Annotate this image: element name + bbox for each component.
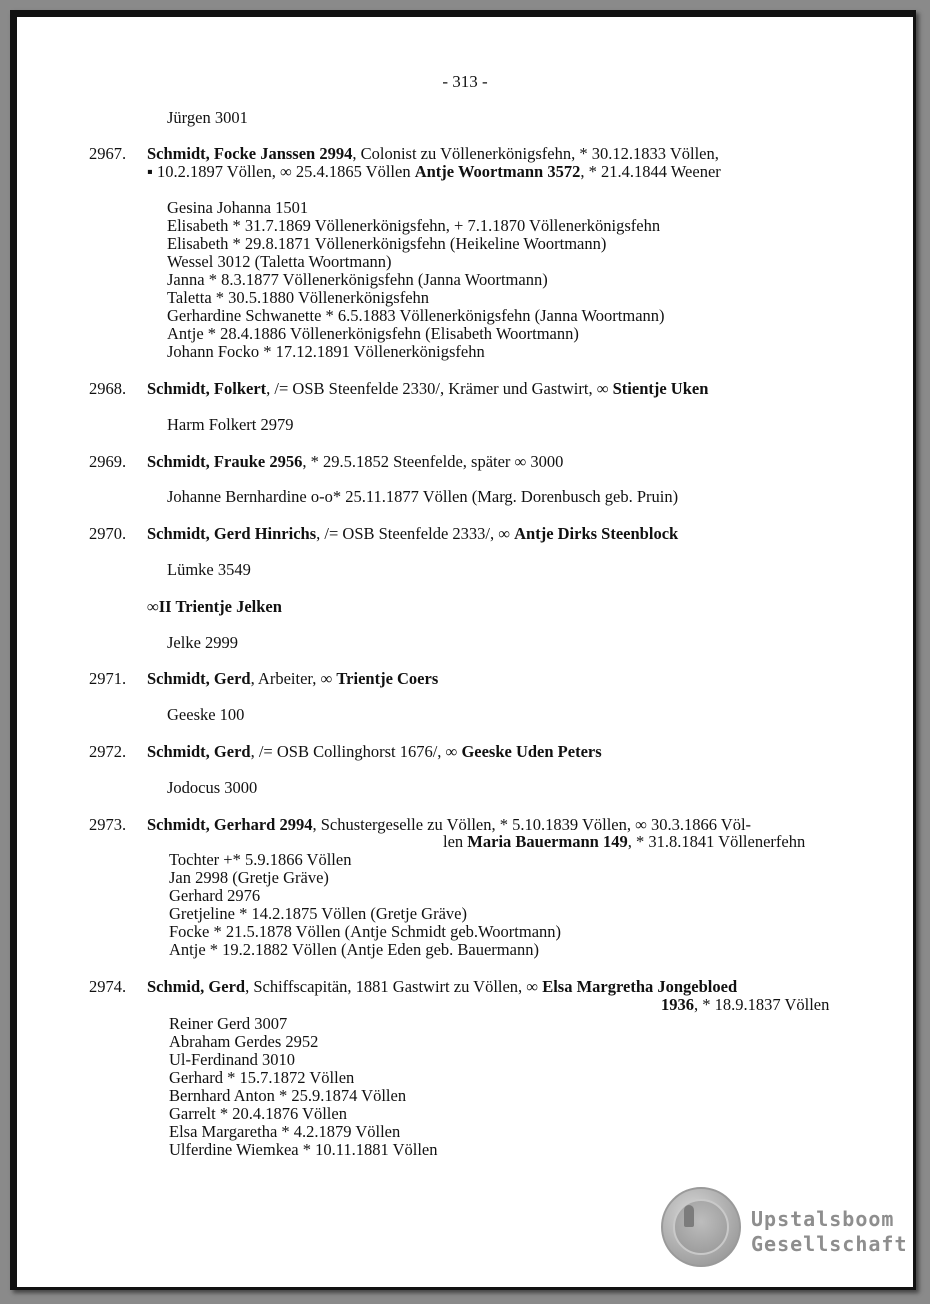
logo-text-line1: Upstalsboom xyxy=(751,1207,895,1231)
list-item: Harm Folkert 2979 xyxy=(167,415,294,434)
person-name: Schmidt, Folkert xyxy=(147,379,267,398)
list-item: Geeske 100 xyxy=(167,705,245,724)
list-item: Abraham Gerdes 2952 xyxy=(169,1032,319,1051)
entry-description: , /= OSB Collinghorst 1676/, ∞ xyxy=(250,742,462,761)
entry-number: 2968. xyxy=(89,379,127,398)
list-item: Jelke 2999 xyxy=(167,633,239,652)
entry-number: 2973. xyxy=(89,815,127,834)
entry-heading-line2 xyxy=(147,163,721,181)
list-item: Wessel 3012 (Taletta Woortmann) xyxy=(167,252,392,271)
entry-number: 2974. xyxy=(89,977,127,996)
entry-description: , Schiffscapitän, 1881 Gastwirt zu Völlen, ∞ xyxy=(245,977,543,996)
list-item: Taletta * 30.5.1880 Völlenerkönigsfehn xyxy=(167,288,430,307)
list-item: Jürgen 3001 xyxy=(167,108,248,127)
entry-number: 2969. xyxy=(89,452,127,471)
person-name: Schmidt, Gerhard 2994 xyxy=(147,815,313,834)
list-item: Gerhard * 15.7.1872 Völlen xyxy=(169,1068,355,1087)
list-item: Gerhardine Schwanette * 6.5.1883 Völlenerkönigsfehn (Janna Woortmann) xyxy=(167,306,665,325)
list-item: Jodocus 3000 xyxy=(167,778,258,797)
entry-number: 2971. xyxy=(89,669,127,688)
person-name: Schmidt, Frauke 2956 xyxy=(147,452,303,471)
list-item: Antje * 19.2.1882 Völlen (Antje Eden geb. Bauermann) xyxy=(169,940,539,959)
person-name: Schmid, Gerd xyxy=(147,977,246,996)
seal-inner xyxy=(673,1199,729,1255)
list-item: Gretjeline * 14.2.1875 Völlen (Gretje Gräve) xyxy=(169,904,467,923)
list-item: Jan 2998 (Gretje Gräve) xyxy=(169,868,329,887)
entry-description: , /= OSB Steenfelde 2333/, ∞ xyxy=(316,524,515,543)
entry-description: , Arbeiter, ∞ xyxy=(250,669,337,688)
entry-description: , Colonist zu Völlenerkönigsfehn, * 30.12.1833 Völlen, xyxy=(352,144,719,163)
list-item: Johann Focko * 17.12.1891 Völlenerkönigsfehn xyxy=(167,342,485,361)
entry-heading xyxy=(147,743,602,761)
entry-heading xyxy=(147,670,438,688)
person-name: Schmidt, Gerd Hinrichs xyxy=(147,524,317,543)
list-item: Elsa Margaretha * 4.2.1879 Völlen xyxy=(169,1122,401,1141)
list-item: Focke * 21.5.1878 Völlen (Antje Schmidt geb.Woortmann) xyxy=(169,922,562,941)
entry-heading xyxy=(147,380,708,398)
spouse-name: Elsa Margretha Jongebloed xyxy=(542,977,738,996)
marriage-symbol: ∞II xyxy=(147,597,176,616)
list-item: Tochter +* 5.9.1866 Völlen xyxy=(169,850,352,869)
entry-description: ▪ 10.2.1897 Völlen, ∞ 25.4.1865 Völlen xyxy=(147,162,415,181)
spouse-name: Antje Dirks Steenblock xyxy=(514,524,679,543)
entry-number: 2972. xyxy=(89,742,127,761)
person-name: Schmidt, Gerd xyxy=(147,742,251,761)
list-item: Elisabeth * 29.8.1871 Völlenerkönigsfehn (Heikeline Woortmann) xyxy=(167,234,607,253)
entry-description: , * 31.8.1841 Völlenerfehn xyxy=(627,832,806,851)
entry-heading xyxy=(147,978,737,996)
list-item: Garrelt * 20.4.1876 Völlen xyxy=(169,1104,347,1123)
entry-heading xyxy=(147,453,563,471)
entry-description: len xyxy=(443,832,468,851)
entry-description: , * 29.5.1852 Steenfelde, später ∞ 3000 xyxy=(302,452,564,471)
entry-number: 2970. xyxy=(89,524,127,543)
entry-heading-line2 xyxy=(661,996,829,1014)
list-item: Janna * 8.3.1877 Völlenerkönigsfehn (Janna Woortmann) xyxy=(167,270,548,289)
logo-text-line2: Gesellschaft xyxy=(751,1232,908,1256)
document-page xyxy=(17,17,913,1287)
entry-description: , * 18.9.1837 Völlen xyxy=(694,995,830,1014)
list-item: Antje * 28.4.1886 Völlenerkönigsfehn (Elisabeth Woortmann) xyxy=(167,324,579,343)
entry-description: , * 21.4.1844 Weener xyxy=(580,162,721,181)
list-item: Ulferdine Wiemkea * 10.11.1881 Völlen xyxy=(169,1140,438,1159)
seal-logo-icon xyxy=(661,1187,741,1267)
entry-description: , /= OSB Steenfelde 2330/, Krämer und Gastwirt, ∞ xyxy=(266,379,613,398)
list-item: Elisabeth * 31.7.1869 Völlenerkönigsfehn, + 7.1.1870 Völlenerkönigsfehn xyxy=(167,216,661,235)
list-item: Ul-Ferdinand 3010 xyxy=(169,1050,296,1069)
seal-figure-icon xyxy=(684,1205,694,1227)
spouse-name: Trientje Coers xyxy=(336,669,439,688)
list-item: Johanne Bernhardine o-o* 25.11.1877 Völlen (Marg. Dorenbusch geb. Pruin) xyxy=(167,487,679,506)
list-item: Gerhard 2976 xyxy=(169,886,261,905)
entry-number: 2967. xyxy=(89,144,127,163)
second-marriage xyxy=(147,598,282,616)
entry-heading xyxy=(147,145,719,163)
spouse-name: Antje Woortmann 3572 xyxy=(414,162,581,181)
page-number: - 313 - xyxy=(442,72,488,91)
list-item: Lümke 3549 xyxy=(167,560,251,579)
spouse-number: 1936 xyxy=(661,995,694,1014)
spouse-name: Maria Bauermann 149 xyxy=(467,832,628,851)
entry-heading xyxy=(147,525,678,543)
entry-description: , Schustergeselle zu Völlen, * 5.10.1839 Völlen, ∞ 30.3.1866 Völ- xyxy=(312,815,752,834)
spouse-name: Stientje Uken xyxy=(612,379,709,398)
person-name: Schmidt, Focke Janssen 2994 xyxy=(147,144,353,163)
list-item: Reiner Gerd 3007 xyxy=(169,1014,288,1033)
list-item: Bernhard Anton * 25.9.1874 Völlen xyxy=(169,1086,407,1105)
spouse-name: Trientje Jelken xyxy=(175,597,282,616)
list-item: Gesina Johanna 1501 xyxy=(167,198,309,217)
entry-heading-line2 xyxy=(443,833,805,851)
person-name: Schmidt, Gerd xyxy=(147,669,251,688)
spouse-name: Geeske Uden Peters xyxy=(461,742,602,761)
